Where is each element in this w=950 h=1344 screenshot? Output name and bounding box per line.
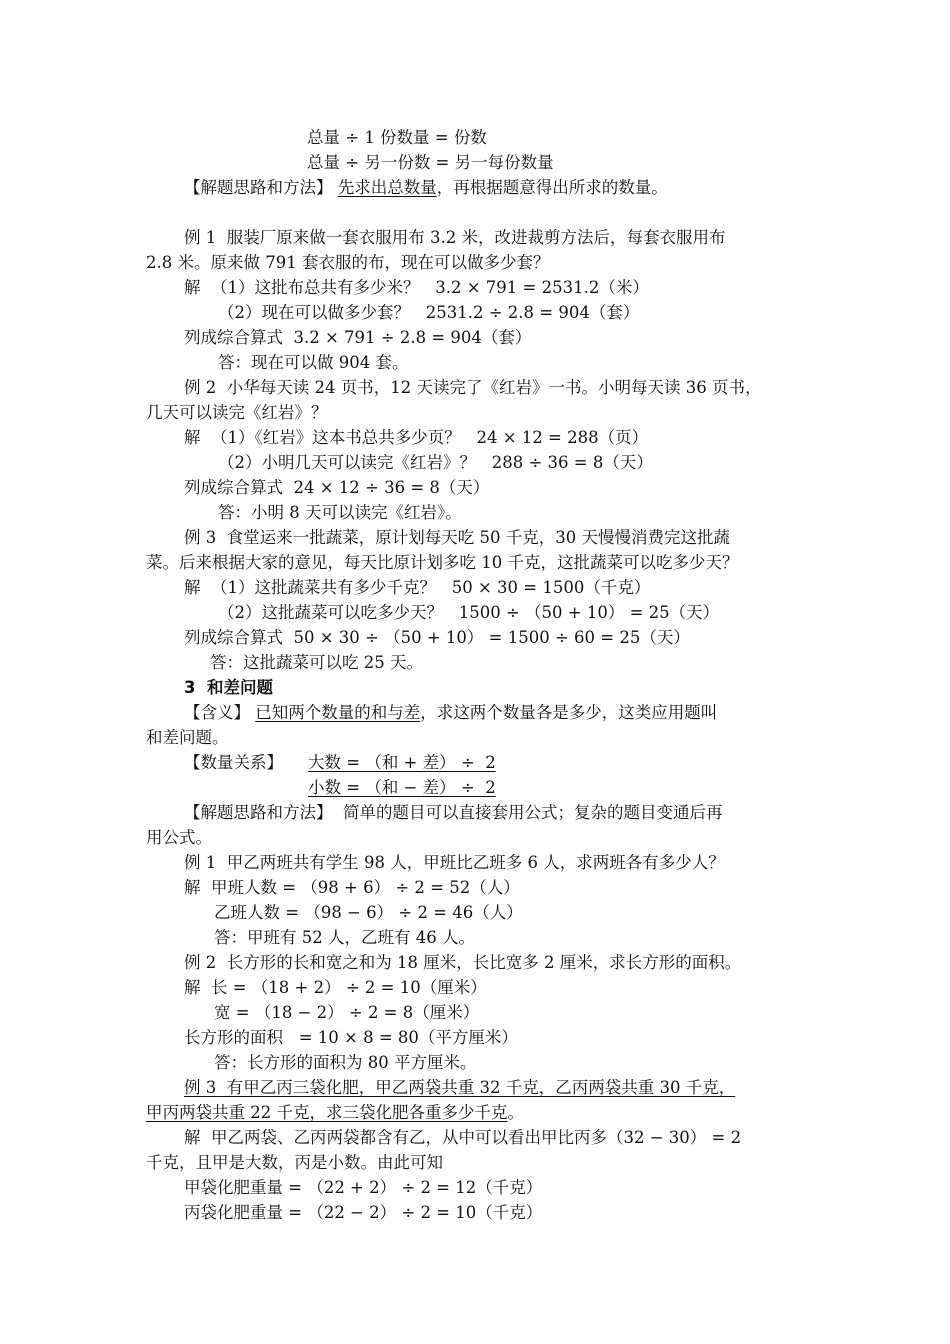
example-question: 例 3 有甲乙丙三袋化肥，甲乙两袋共重 32 千克，乙丙两袋共重 30 千克，: [184, 1078, 736, 1097]
solution-line: 解 长 = （18 + 2） ÷ 2 = 10（厘米）: [184, 978, 487, 997]
formula-line: 总量 ÷ 另一份数 = 另一每份数量: [307, 153, 554, 172]
example-question: 例 2 小华每天读 24 页书，12 天读完了《红岩》一书。小明每天读 36 页书，: [184, 378, 762, 397]
example-question: 菜。后来根据大家的意见，每天比原计划多吃 10 千克，这批蔬菜可以吃多少天？: [146, 553, 739, 572]
solution-line: 千克，且甲是大数，丙是小数。由此可知: [146, 1153, 443, 1172]
meaning-rest: ，求这两个数量各是多少，这类应用题叫: [420, 703, 718, 722]
relation-formula: 小数 = （和 − 差） ÷ 2: [308, 778, 496, 797]
solution-line: 解 甲乙两袋、乙丙两袋都含有乙，从中可以看出甲比丙多（32 − 30） = 2: [184, 1128, 742, 1147]
solution-line: 乙班人数 = （98 − 6） ÷ 2 = 46（人）: [214, 903, 523, 922]
answer-line: 答：长方形的面积为 80 平方厘米。: [214, 1053, 477, 1072]
solution-line: （2）这批蔬菜可以吃多少天？ 1500 ÷ （50 + 10） = 25（天）: [218, 603, 720, 622]
meaning-line: [184, 702, 717, 724]
example-question: 2.8 米。原来做 791 套衣服的布，现在可以做多少套？: [146, 253, 550, 272]
method-line: 用公式。: [146, 828, 212, 847]
section-heading: 3 和差问题: [184, 678, 273, 697]
relation-formula: 大数 = （和 + 差） ÷ 2: [308, 753, 496, 772]
method-underlined: 先求出总数量: [337, 178, 437, 197]
relation-label: 【数量关系】: [184, 753, 283, 772]
solution-line: （2）现在可以做多少套？ 2531.2 ÷ 2.8 = 904（套）: [218, 303, 640, 322]
meaning-label: 【含义】: [184, 703, 250, 722]
example-question: 例 3 食堂运来一批蔬菜，原计划每天吃 50 千克，30 天慢慢消费完这批蔬: [184, 528, 730, 547]
solution-line: 解 （1）这批蔬菜共有多少千克？ 50 × 30 = 1500（千克）: [184, 578, 651, 597]
example-question: 例 1 甲乙两班共有学生 98 人，甲班比乙班多 6 人，求两班各有多少人？: [184, 853, 725, 872]
answer-line: 答：甲班有 52 人，乙班有 46 人。: [214, 928, 475, 947]
method-line: 【解题思路和方法】 简单的题目可以直接套用公式；复杂的题目变通后再: [184, 803, 723, 822]
solution-line: 解 甲班人数 = （98 + 6） ÷ 2 = 52（人）: [184, 878, 520, 897]
answer-line: 答：现在可以做 904 套。: [218, 353, 409, 372]
solution-line: 宽 = （18 − 2） ÷ 2 = 8（厘米）: [214, 1003, 480, 1022]
meaning-line: 和差问题。: [146, 728, 229, 747]
combined-formula: 列成综合算式 24 × 12 ÷ 36 = 8（天）: [184, 478, 490, 497]
question-underlined: 甲丙两袋共重 22 千克，求三袋化肥各重多少千克: [146, 1103, 508, 1122]
answer-line: 答：这批蔬菜可以吃 25 天。: [210, 653, 423, 672]
question-end: 。: [507, 1103, 524, 1122]
meaning-underlined: 已知两个数量的和与差: [255, 703, 421, 722]
solution-line: 解 （1）《红岩》这本书总共多少页？ 24 × 12 = 288（页）: [184, 428, 649, 447]
method-rest: ，再根据题意得出所求的数量。: [436, 178, 668, 197]
example-question: 例 2 长方形的长和宽之和为 18 厘米，长比宽多 2 厘米，求长方形的面积。: [184, 953, 742, 972]
method-label: 【解题思路和方法】: [184, 178, 333, 197]
solution-line: （2）小明几天可以读完《红岩》？ 288 ÷ 36 = 8（天）: [218, 453, 653, 472]
solution-line: 甲袋化肥重量 = （22 + 2） ÷ 2 = 12（千克）: [184, 1178, 543, 1197]
combined-formula: 列成综合算式 50 × 30 ÷ （50 + 10） = 1500 ÷ 60 = 25（天）: [184, 628, 690, 647]
method-line: [184, 177, 668, 199]
example-question: [146, 1102, 524, 1124]
answer-line: 答：小明 8 天可以读完《红岩》。: [218, 503, 462, 522]
solution-line: 丙袋化肥重量 = （22 − 2） ÷ 2 = 10（千克）: [184, 1203, 543, 1222]
combined-formula: 列成综合算式 3.2 × 791 ÷ 2.8 = 904（套）: [184, 328, 532, 347]
area-line: 长方形的面积 = 10 × 8 = 80（平方厘米）: [184, 1028, 518, 1047]
example-question: 几天可以读完《红岩》？: [146, 403, 328, 422]
example-question: 例 1 服装厂原来做一套衣服用布 3.2 米，改进裁剪方法后，每套衣服用布: [184, 228, 726, 247]
solution-line: 解 （1）这批布总共有多少米？ 3.2 × 791 = 2531.2（米）: [184, 278, 649, 297]
formula-line: 总量 ÷ 1 份数量 = 份数: [307, 128, 487, 147]
